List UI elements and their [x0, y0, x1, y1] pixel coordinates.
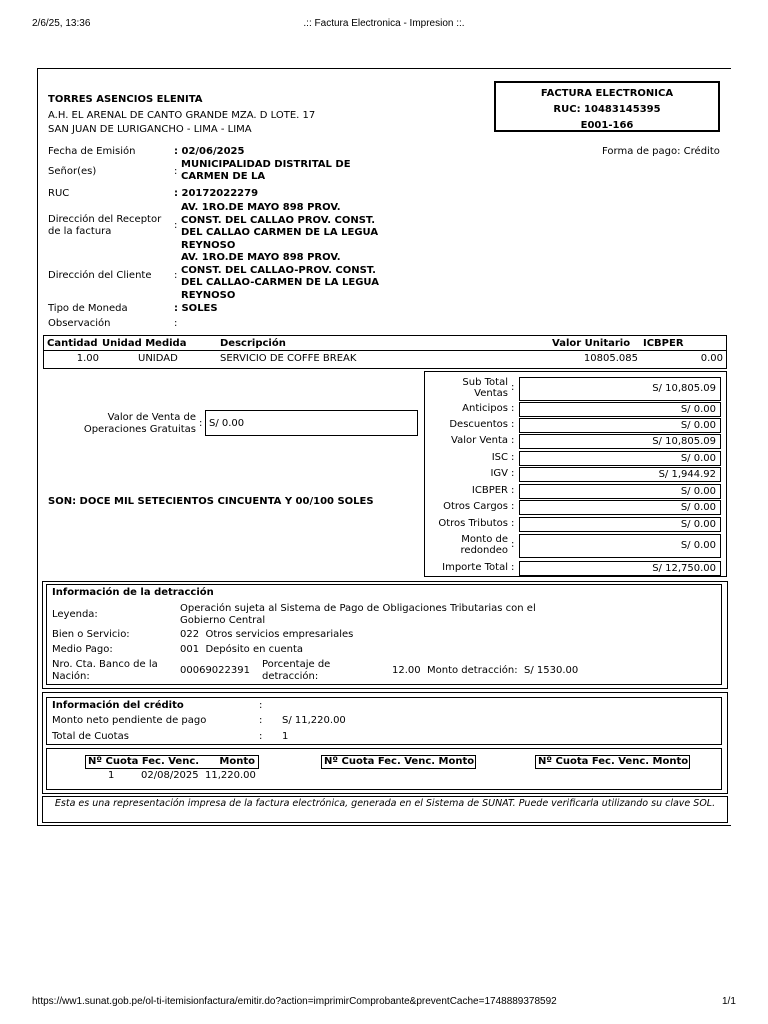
total-label: IGV — [490, 468, 508, 479]
cuota-header-3: Nº Cuota Fec. Venc. Monto — [535, 755, 690, 769]
items-header-divider — [44, 350, 726, 351]
detraccion-title: Información de la detracción — [52, 587, 214, 598]
dir-cliente-label: Dirección del Cliente — [48, 270, 152, 281]
total-label: Descuentos — [449, 419, 508, 430]
colon: : — [511, 518, 515, 529]
total-value: S/ 0.00 — [519, 451, 721, 466]
credito-cuotas-label: Total de Cuotas — [52, 731, 129, 742]
dir-cliente-value: AV. 1RO.DE MAYO 898 PROV. CONST. DEL CALLAO-PROV. CONST. DEL CALLAO-CARMEN DE LA LEGUA REYNOSO — [181, 252, 379, 301]
total-label: ICBPER — [471, 485, 508, 496]
document-ruc: RUC: 10483145395 — [553, 104, 661, 115]
cuota-monto: 11,220.00 — [205, 770, 256, 781]
monto-detraccion-label: Monto detracción: — [427, 665, 518, 676]
colon: : — [511, 452, 515, 463]
items-header-icbper: ICBPER — [643, 338, 684, 349]
print-url: https://ww1.sunat.gob.pe/ol-ti-itemisionfactura/emitir.do?action=imprimirComprobante&preventCache=1748889378592 — [32, 996, 557, 1007]
issuer-address-2: SAN JUAN DE LURIGANCHO - LIMA - LIMA — [48, 124, 252, 135]
items-header-cantidad: Cantidad — [47, 338, 98, 349]
footer-note: Esta es una representación impresa de la factura electrónica, generada en el Sistema de SUNAT. Puede verificarla utilizando su clave SOL. — [54, 798, 716, 809]
total-label: Importe Total — [442, 562, 508, 573]
total-value: S/ 0.00 — [519, 517, 721, 532]
fecha-value: 02/06/2025 — [181, 146, 245, 157]
issuer-address-1: A.H. EL ARENAL DE CANTO GRANDE MZA. D LOTE. 17 — [48, 110, 316, 121]
cuota-header-1-label: Nº Cuota Fec. Venc. — [88, 756, 200, 767]
print-page-number: 1/1 — [722, 996, 736, 1007]
print-title: .:: Factura Electronica - Impresion ::. — [303, 18, 465, 29]
leyenda-label: Leyenda: — [52, 609, 98, 620]
items-header-descripcion: Descripción — [220, 338, 286, 349]
credito-monto-label: Monto neto pendiente de pago — [52, 715, 207, 726]
item-valor-unitario: 10805.085 — [583, 353, 638, 364]
cuota-numero: 1 — [108, 770, 115, 781]
document-type: FACTURA ELECTRONICA — [540, 88, 674, 99]
colon: : — [174, 166, 178, 177]
colon: : — [199, 418, 203, 429]
total-label: Sub Total Ventas — [462, 377, 508, 399]
colon: : — [511, 382, 515, 393]
medio-label: Medio Pago: — [52, 644, 113, 655]
credito-title: Información del crédito — [52, 700, 184, 711]
colon: : — [259, 715, 263, 726]
colon: : — [511, 562, 515, 573]
colon: : — [511, 539, 515, 550]
colon: : — [174, 188, 178, 199]
colon: : — [259, 700, 263, 711]
items-header-unidad: Unidad Medida — [102, 338, 187, 349]
colon: : — [259, 731, 263, 742]
colon: : — [511, 485, 515, 496]
colon: : — [174, 146, 178, 157]
document-box — [494, 81, 720, 132]
cuota-header-2: Nº Cuota Fec. Venc. Monto — [321, 755, 476, 769]
total-value: S/ 0.00 — [519, 484, 721, 499]
senor-value: MUNICIPALIDAD DISTRITAL DE CARMEN DE LA — [181, 159, 351, 182]
total-value: S/ 0.00 — [519, 402, 721, 417]
total-label: Otros Cargos — [443, 501, 508, 512]
total-value: S/ 0.00 — [519, 500, 721, 515]
moneda-value: SOLES — [181, 303, 218, 314]
credito-monto-value: S/ 11,220.00 — [282, 715, 346, 726]
monto-detraccion-value: S/ 1530.00 — [524, 665, 579, 676]
colon: : — [511, 435, 515, 446]
colon: : — [511, 419, 515, 430]
item-descripcion: SERVICIO DE COFFE BREAK — [220, 353, 357, 364]
leyenda-value: Operación sujeta al Sistema de Pago de Obligaciones Tributarias con el Gobierno Central — [180, 603, 536, 626]
observacion-label: Observación — [48, 318, 111, 329]
colon: : — [174, 270, 178, 281]
gratuitas-label: Valor de Venta de Operaciones Gratuitas — [83, 412, 196, 435]
total-value: S/ 12,750.00 — [519, 561, 721, 576]
porcentaje-value: 12.00 — [392, 665, 421, 676]
total-label: Otros Tributos — [438, 518, 508, 529]
total-label: Valor Venta — [451, 435, 508, 446]
cuenta-value: 00069022391 — [180, 665, 250, 676]
item-icbper: 0.00 — [700, 353, 723, 364]
dir-receptor-value: AV. 1RO.DE MAYO 898 PROV. CONST. DEL CALLAO PROV. CONST. DEL CALLAO CARMEN DE LA LEGUA REYNOSO — [181, 202, 379, 251]
total-value: S/ 0.00 — [519, 418, 721, 433]
cuota-header-1 — [85, 755, 259, 769]
item-unidad: UNIDAD — [138, 353, 178, 364]
item-cantidad: 1.00 — [76, 353, 99, 364]
ruc-value: 20172022279 — [181, 188, 259, 199]
issuer-name: TORRES ASENCIOS ELENITA — [48, 94, 203, 105]
colon: : — [511, 468, 515, 479]
cuota-header-1-monto: Monto — [219, 756, 255, 767]
medio-value: 001 Depósito en cuenta — [180, 644, 304, 655]
document-number: E001-166 — [580, 120, 634, 131]
gratuitas-value: S/ 0.00 — [205, 410, 418, 436]
colon: : — [511, 501, 515, 512]
ruc-label: RUC — [48, 188, 70, 199]
porcentaje-label: Porcentaje de detracción: — [262, 659, 331, 682]
moneda-label: Tipo de Moneda — [48, 303, 128, 314]
total-value: S/ 10,805.09 — [519, 377, 721, 401]
total-label: Anticipos — [462, 403, 508, 414]
colon: : — [174, 303, 178, 314]
colon: : — [511, 403, 515, 414]
colon: : — [174, 220, 178, 231]
colon: : — [174, 318, 178, 329]
total-label: ISC — [491, 452, 508, 463]
bien-label: Bien o Servicio: — [52, 629, 130, 640]
bien-value: 022 Otros servicios empresariales — [180, 629, 354, 640]
dir-receptor-label: Dirección del Receptor de la factura — [48, 214, 162, 237]
print-datetime: 2/6/25, 13:36 — [32, 18, 91, 29]
total-value: S/ 10,805.09 — [519, 434, 721, 449]
cuenta-label: Nro. Cta. Banco de la Nación: — [52, 659, 158, 682]
forma-pago: Forma de pago: Crédito — [602, 146, 720, 157]
senor-label: Señor(es) — [48, 166, 97, 177]
amount-in-words: SON: DOCE MIL SETECIENTOS CINCUENTA Y 00/100 SOLES — [48, 496, 374, 507]
total-value: S/ 0.00 — [519, 534, 721, 558]
cuota-fecha: 02/08/2025 — [141, 770, 199, 781]
fecha-label: Fecha de Emisión — [48, 146, 136, 157]
total-label: Monto de redondeo — [460, 534, 508, 556]
credito-cuotas-value: 1 — [282, 731, 289, 742]
total-value: S/ 1,944.92 — [519, 467, 721, 482]
items-header-valor-unitario: Valor Unitario — [552, 338, 631, 349]
